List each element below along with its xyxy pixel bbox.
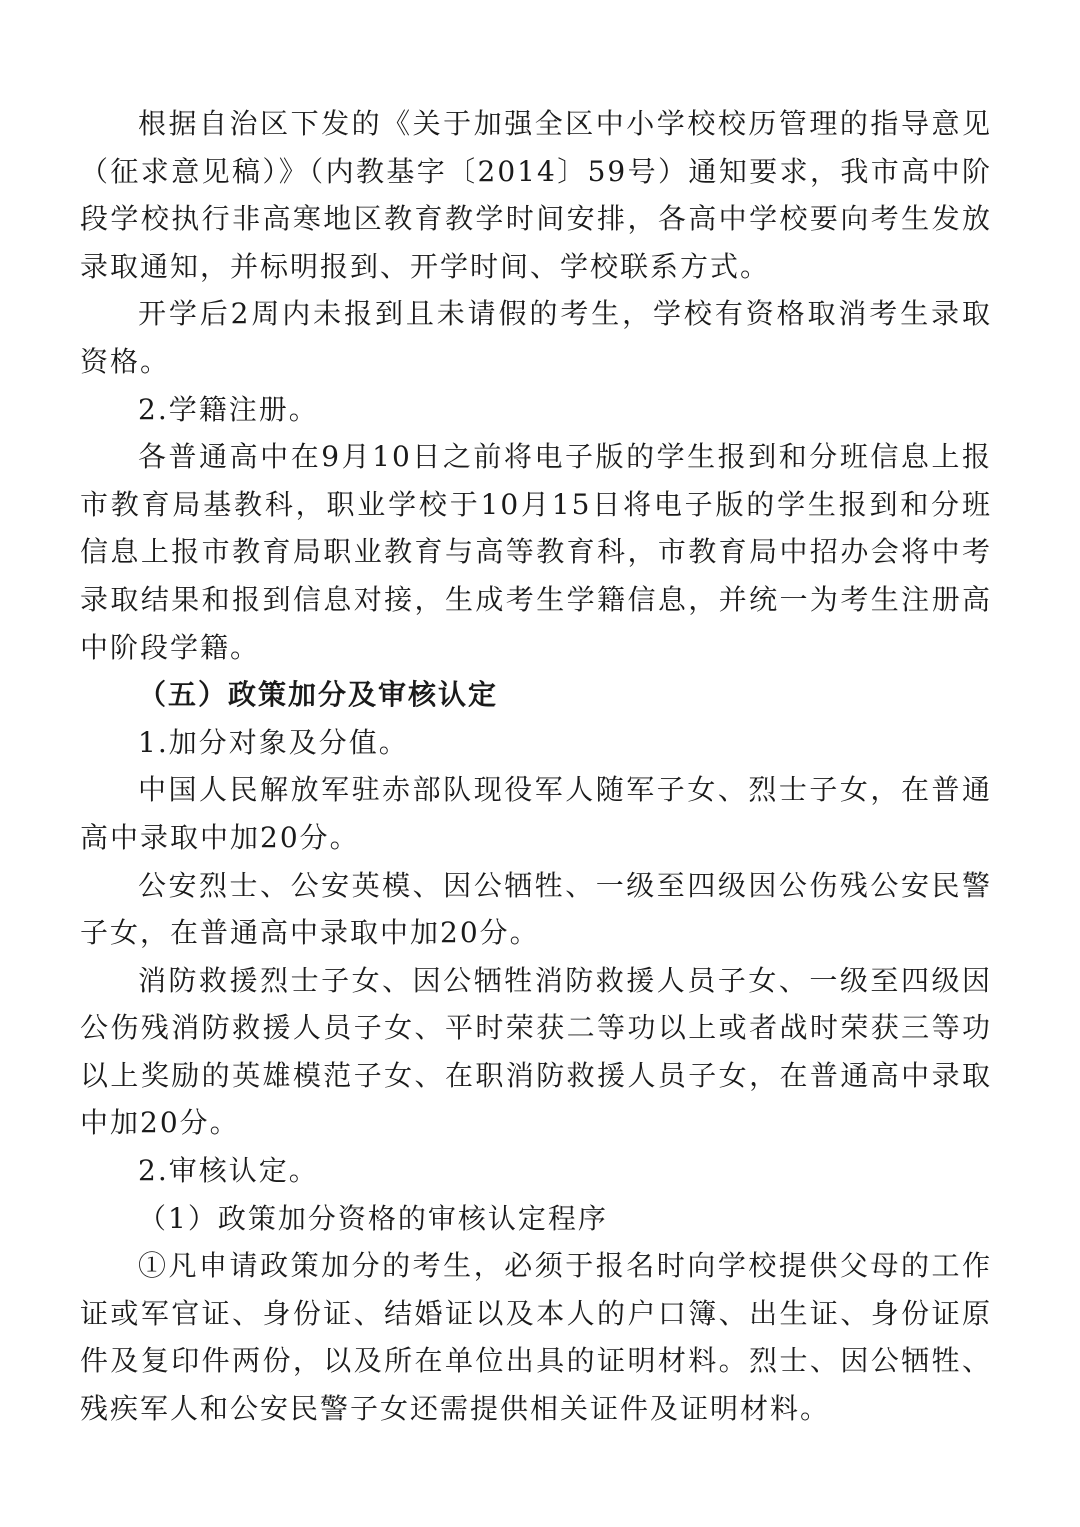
paragraph-fire-rescue-children: 消防救援烈士子女、因公牺牲消防救援人员子女、一级至四级因公伤残消防救援人员子女、平时荣获二等功以上或者战时荣获三等功以上奖励的英雄模范子女、在职消防救援人员子女，在普通高中录取中加20分。 (80, 963, 992, 1140)
paragraph-calendar-policy: 根据自治区下发的《关于加强全区中小学校校历管理的指导意见（征求意见稿）》（内教基字〔2014〕59号）通知要求，我市高中阶段学校执行非高寒地区教育教学时间安排，各高中学校要向考生发放录取通知，并标明报到、开学时间、学校联系方式。 (80, 107, 992, 283)
subheading-registration: 2.学籍注册。 (138, 392, 319, 426)
paragraph-registration-details: 各普通高中在9月10日之前将电子版的学生报到和分班信息上报市教育局基教科，职业学校于10月15日将电子版的学生报到和分班信息上报市教育局职业教育与高等教育科，市教育局中招办会将中考录取结果和报到信息对接，生成考生学籍信息，并统一为考生注册高中阶段学籍。 (80, 440, 992, 664)
paragraph-police-children: 公安烈士、公安英模、因公牺牲、一级至四级因公伤残公安民警子女，在普通高中录取中加20分。 (80, 868, 992, 950)
section-heading-bonus-points: （五）政策加分及审核认定 (138, 678, 499, 712)
subheading-review: 2.审核认定。 (138, 1154, 319, 1188)
paragraph-application-documents: ①凡申请政策加分的考生，必须于报名时向学校提供父母的工作证或军官证、身份证、结婚证以及本人的户口簿、出生证、身份证原件及复印件两份，以及所在单位出具的证明材料。烈士、因公牺牲、残疾军人和公安民警子女还需提供相关证件及证明材料。 (80, 1249, 992, 1426)
subheading-review-procedure: （1）政策加分资格的审核认定程序 (138, 1201, 608, 1235)
document-page (80, 100, 992, 1433)
paragraph-enrollment-cancellation: 开学后2周内未报到且未请假的考生，学校有资格取消考生录取资格。 (80, 297, 992, 378)
subheading-bonus-targets: 1.加分对象及分值。 (138, 725, 409, 759)
paragraph-military-children: 中国人民解放军驻赤部队现役军人随军子女、烈士子女，在普通高中录取中加20分。 (80, 773, 992, 854)
